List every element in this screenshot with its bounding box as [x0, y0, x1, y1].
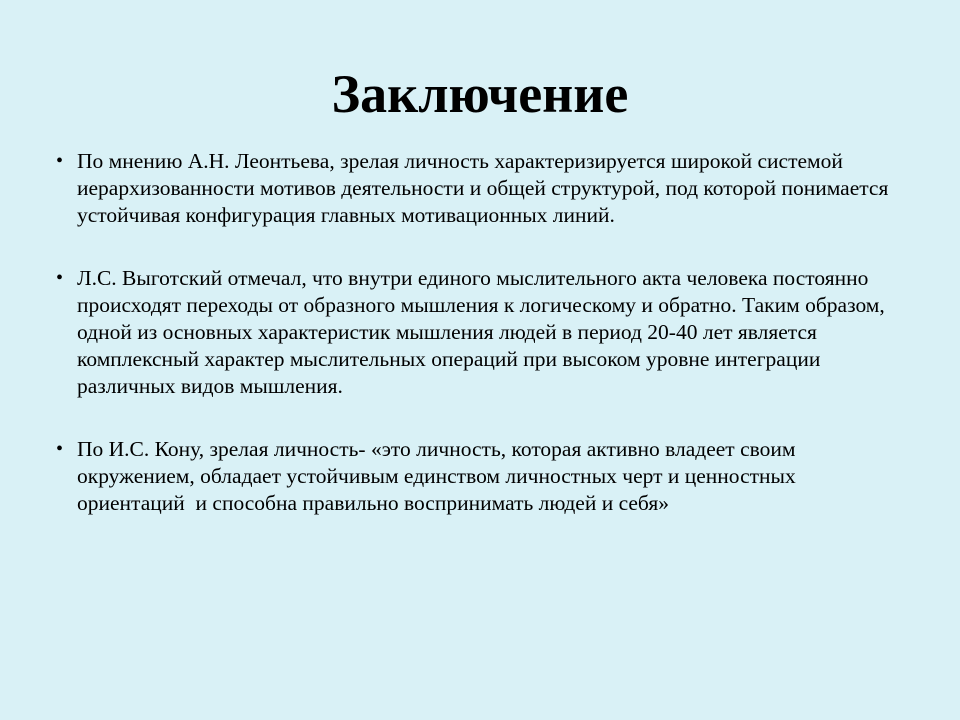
- bullet-text: Л.С. Выготский отмечал, что внутри единого мыслительного акта человека постоянно происходят переходы от образного мышления к логическому и обратно. Таким образом, одной из основных характеристик мышления людей в период 20-40 лет является комплексный характер мыслительных операций при высоком уровне интеграции различных видов мышления.: [77, 266, 891, 398]
- bullet-icon: •: [56, 150, 64, 172]
- bullet-icon: •: [56, 267, 64, 289]
- bullet-item: [56, 436, 902, 517]
- bullet-item: [56, 265, 902, 400]
- bullet-text: По И.С. Кону, зрелая личность- «это личность, которая активно владеет своим окружением, обладает устойчивым единством личностных черт и ценностных ориентаций и способна правильно воспринимать людей и себя»: [77, 437, 802, 515]
- slide-title: Заключение: [331, 64, 629, 124]
- bullet-list: [56, 148, 902, 553]
- bullet-icon: •: [56, 438, 64, 460]
- bullet-item: [56, 148, 902, 229]
- bullet-text: По мнению А.Н. Леонтьева, зрелая личность характеризируется широкой системой иерархизованности мотивов деятельности и общей структурой, под которой понимается устойчивая конфигурация главных мотивационных линий.: [77, 149, 894, 227]
